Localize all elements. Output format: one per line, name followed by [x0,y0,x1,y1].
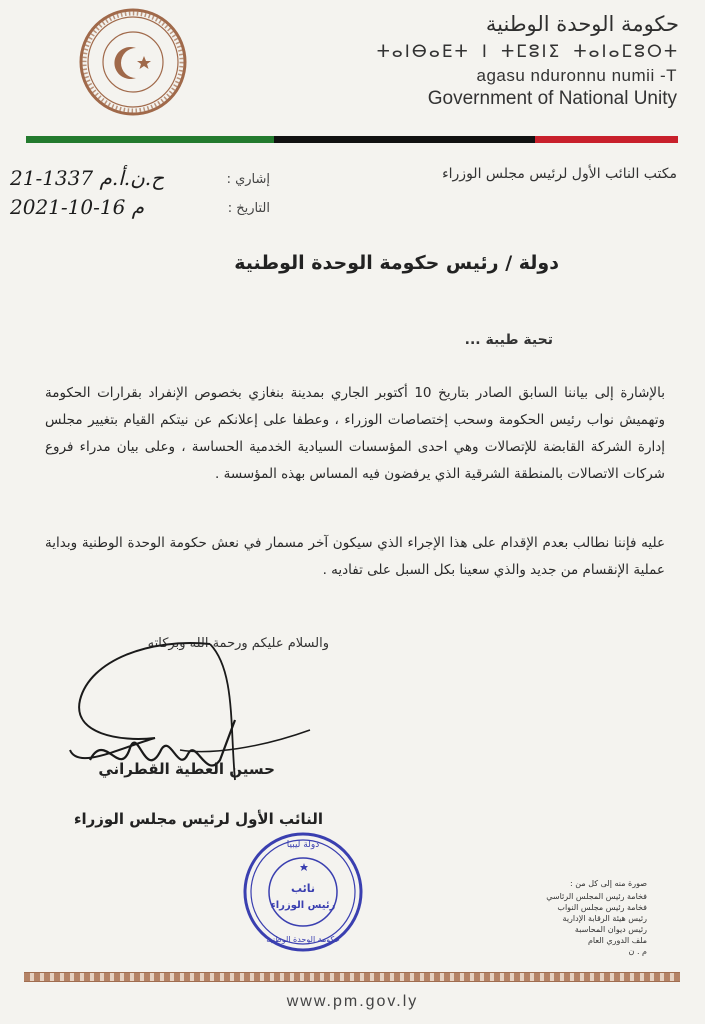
addressee: دولة / رئيس حكومة الوحدة الوطنية [234,252,559,274]
greeting: تحية طيبة ... [464,332,553,348]
flag-green-segment [26,136,274,143]
flag-red-segment [535,136,678,143]
date-value: 2021-10-16 م [10,195,145,219]
government-name-english: Government of National Unity [427,88,677,109]
government-name-arabic: حكومة الوحدة الوطنية [485,12,679,36]
government-name-amazigh-latin: agasu nduronnu numii -T [476,66,677,85]
reference-number: 21-1337 ح.ن.أ.م [10,166,165,190]
body-paragraph-1: بالإشارة إلى بياننا السابق الصادر بتاريخ 10 أكتوبر الجاري بمدينة بنغازي بخصوص الإنفراد بقرارات الحكومة وتهميش نواب رئيس الحكومة وسحب إختصاصات الوزراء ، وعطفا على إعلانكم عن نيتكم القيام بتغيير مجلس إدارة الشركة القابضة للإتصالات وهي احدى المؤسسات السيادية الخدمية الحساسة ، وعلى بيان مدراء فروع شركات الاتصالات بالمنطقة الشرقية الذي يرفضون فيه المساس بهذه المؤسسة . [45,385,665,482]
office-title: مكتب النائب الأول لرئيس مجلس الوزراء [442,166,677,182]
cc-item: ملف الدوري العام [587,936,647,945]
date-row [10,197,270,223]
cc-item: رئيس ديوان المحاسبة [574,925,647,934]
stamp-top-text: دولة ليبيا [286,840,320,850]
cc-item: م . ن [628,947,647,956]
closing-salutation: والسلام عليكم ورحمة الله وبركاته [147,636,329,651]
cc-item: فخامة رئيس المجلس الرئاسي [546,892,647,901]
reference-number-row [10,168,270,194]
stamp-center-line-2: رئيس الوزراء [270,900,336,911]
cc-item: رئيس هيئة الرقابة الإدارية [562,914,647,923]
flag-color-bar [26,136,678,143]
cc-item: فخامة رئيس مجلس النواب [557,903,647,912]
signatory-name: حسين العطية القطراني [98,760,275,778]
footer-website: www.pm.gov.ly [286,993,419,1010]
official-stamp [238,830,368,954]
body-paragraph-2: عليه فإننا نطالب بعدم الإقدام على هذا الإجراء الذي سيكون آخر مسمار في نعش حكومة الوحدة الوطنية وبداية عملية الإنقسام من جديد والذي سعينا بكل السبل على تفاديه . [45,535,665,578]
reference-label: إشاري : [226,172,270,187]
signatory-title: النائب الأول لرئيس مجلس الوزراء [73,810,323,828]
cc-list [497,878,647,957]
stamp-center-line-1: نائب [290,882,316,895]
date-label: التاريخ : [227,201,270,216]
flag-black-segment [274,136,535,143]
cc-heading: صورة منه إلى كل من : [570,879,647,888]
stamp-bottom-text: حكومة الوحدة الوطنية [266,935,340,944]
footer-decorative-bar [24,972,680,982]
government-name-tifinagh: ⵜⴰⵏⴱⴰⴹⵜ ⵏ ⵜⵎⵓⵏⵉ ⵜⴰⵏⴰⵎⵓⵔⵜ [376,42,679,62]
government-seal-logo [78,4,188,120]
